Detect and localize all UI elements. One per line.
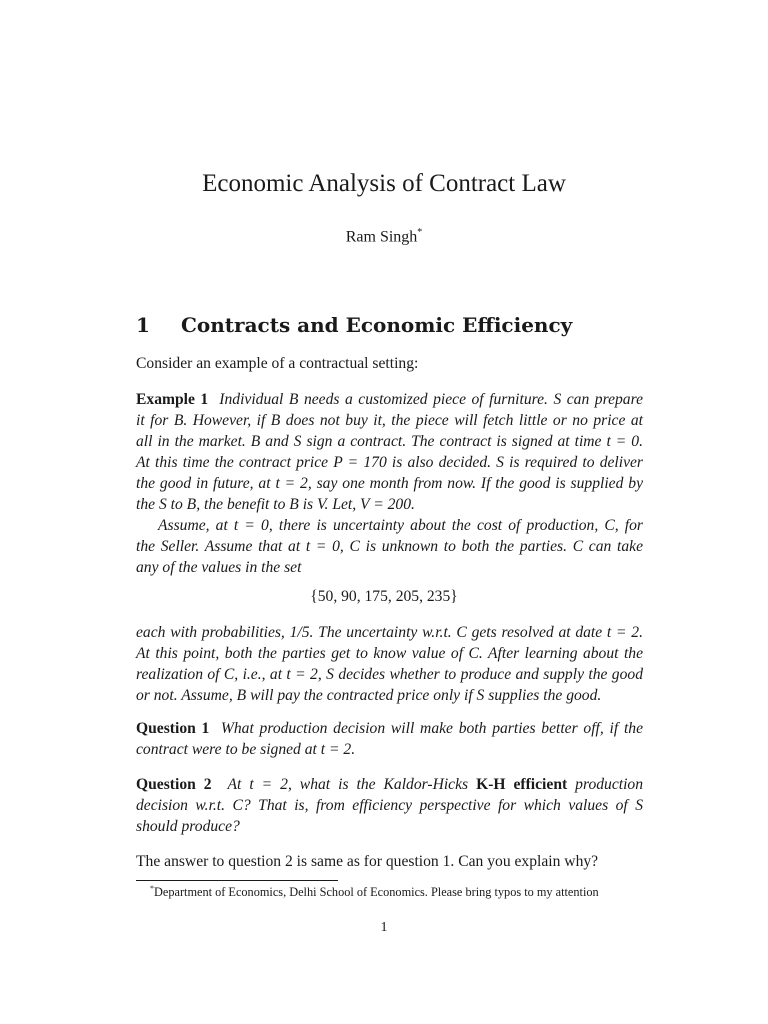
- question-line: contract were to be signed at t = 2.: [136, 741, 356, 758]
- footnote-mark: *: [150, 884, 154, 893]
- continuation-line: At this point, both the parties get to know value of C. After learning about the: [136, 645, 643, 662]
- closing-paragraph: [136, 851, 643, 872]
- example-line: the good in future, at t = 2, say one month from now. If the good is supplied by: [136, 475, 643, 492]
- example-label: Example 1: [136, 391, 209, 408]
- question-line: Question 2 At t = 2, what is the Kaldor-Hicks K-H efficient production: [136, 776, 644, 793]
- footnote-rule: [136, 880, 338, 881]
- section-title: Contracts and Economic Efficiency: [181, 313, 573, 337]
- question-2-label: Question 2: [136, 776, 212, 793]
- assume-line: Assume, at t = 0, there is uncertainty about the cost of production, C, for: [158, 517, 643, 534]
- example-line: the S to B, the benefit to B is V. Let, V = 200.: [136, 496, 415, 513]
- assume-line: any of the values in the set: [136, 559, 302, 576]
- footnote-text: Department of Economics, Delhi School of Economics. Please bring typos to my attention: [154, 885, 599, 900]
- kh-efficient-term: K-H efficient: [476, 776, 568, 793]
- closing-text: The answer to question 2 is same as for question 1. Can you explain why?: [136, 853, 599, 870]
- question-line: decision w.r.t. C? That is, from efficiency perspective for which values of S: [136, 797, 643, 814]
- assume-line: the Seller. Assume that at t = 0, C is unknown to both the parties. C can take: [136, 538, 643, 555]
- example-continuation: [136, 622, 643, 706]
- question-2: [136, 774, 643, 837]
- example-line: it for B. However, if B does not buy it, the piece will fetch little or no price at: [136, 412, 643, 429]
- continuation-line: realization of C, i.e., at t = 2, S decides whether to produce and supply the good: [136, 666, 643, 683]
- question-line: should produce?: [136, 818, 240, 835]
- cost-set: {50, 90, 175, 205, 235}: [310, 588, 458, 605]
- continuation-line: or not. Assume, B will pay the contracted price only if S supplies the good.: [136, 687, 602, 704]
- continuation-line: each with probabilities, 1/5. The uncertainty w.r.t. C gets resolved at date t = 2.: [136, 624, 643, 641]
- intro-text: Consider an example of a contractual setting:: [136, 355, 419, 372]
- page-number: 1: [380, 920, 388, 935]
- example-line: At this time the contract price P = 170 is also decided. S is required to deliver: [136, 454, 643, 471]
- section-heading: [136, 313, 572, 337]
- example-paragraph: [136, 389, 643, 578]
- footnote: [150, 884, 599, 900]
- author-line: [0, 227, 768, 246]
- author-name: Ram Singh: [345, 228, 418, 246]
- author-footnote-mark: *: [417, 227, 423, 238]
- example-line: all in the market. B and S sign a contract. The contract is signed at time t = 0.: [136, 433, 643, 450]
- example-line: Example 1 Individual B needs a customized piece of furniture. S can prepare: [136, 391, 644, 408]
- question-1: [136, 718, 643, 760]
- section-number: 1: [136, 313, 150, 337]
- paper-title: Economic Analysis of Contract Law: [202, 170, 566, 197]
- question-line: Question 1 What production decision will make both parties better off, if the: [136, 720, 644, 737]
- question-1-label: Question 1: [136, 720, 210, 737]
- intro-paragraph: [136, 353, 643, 374]
